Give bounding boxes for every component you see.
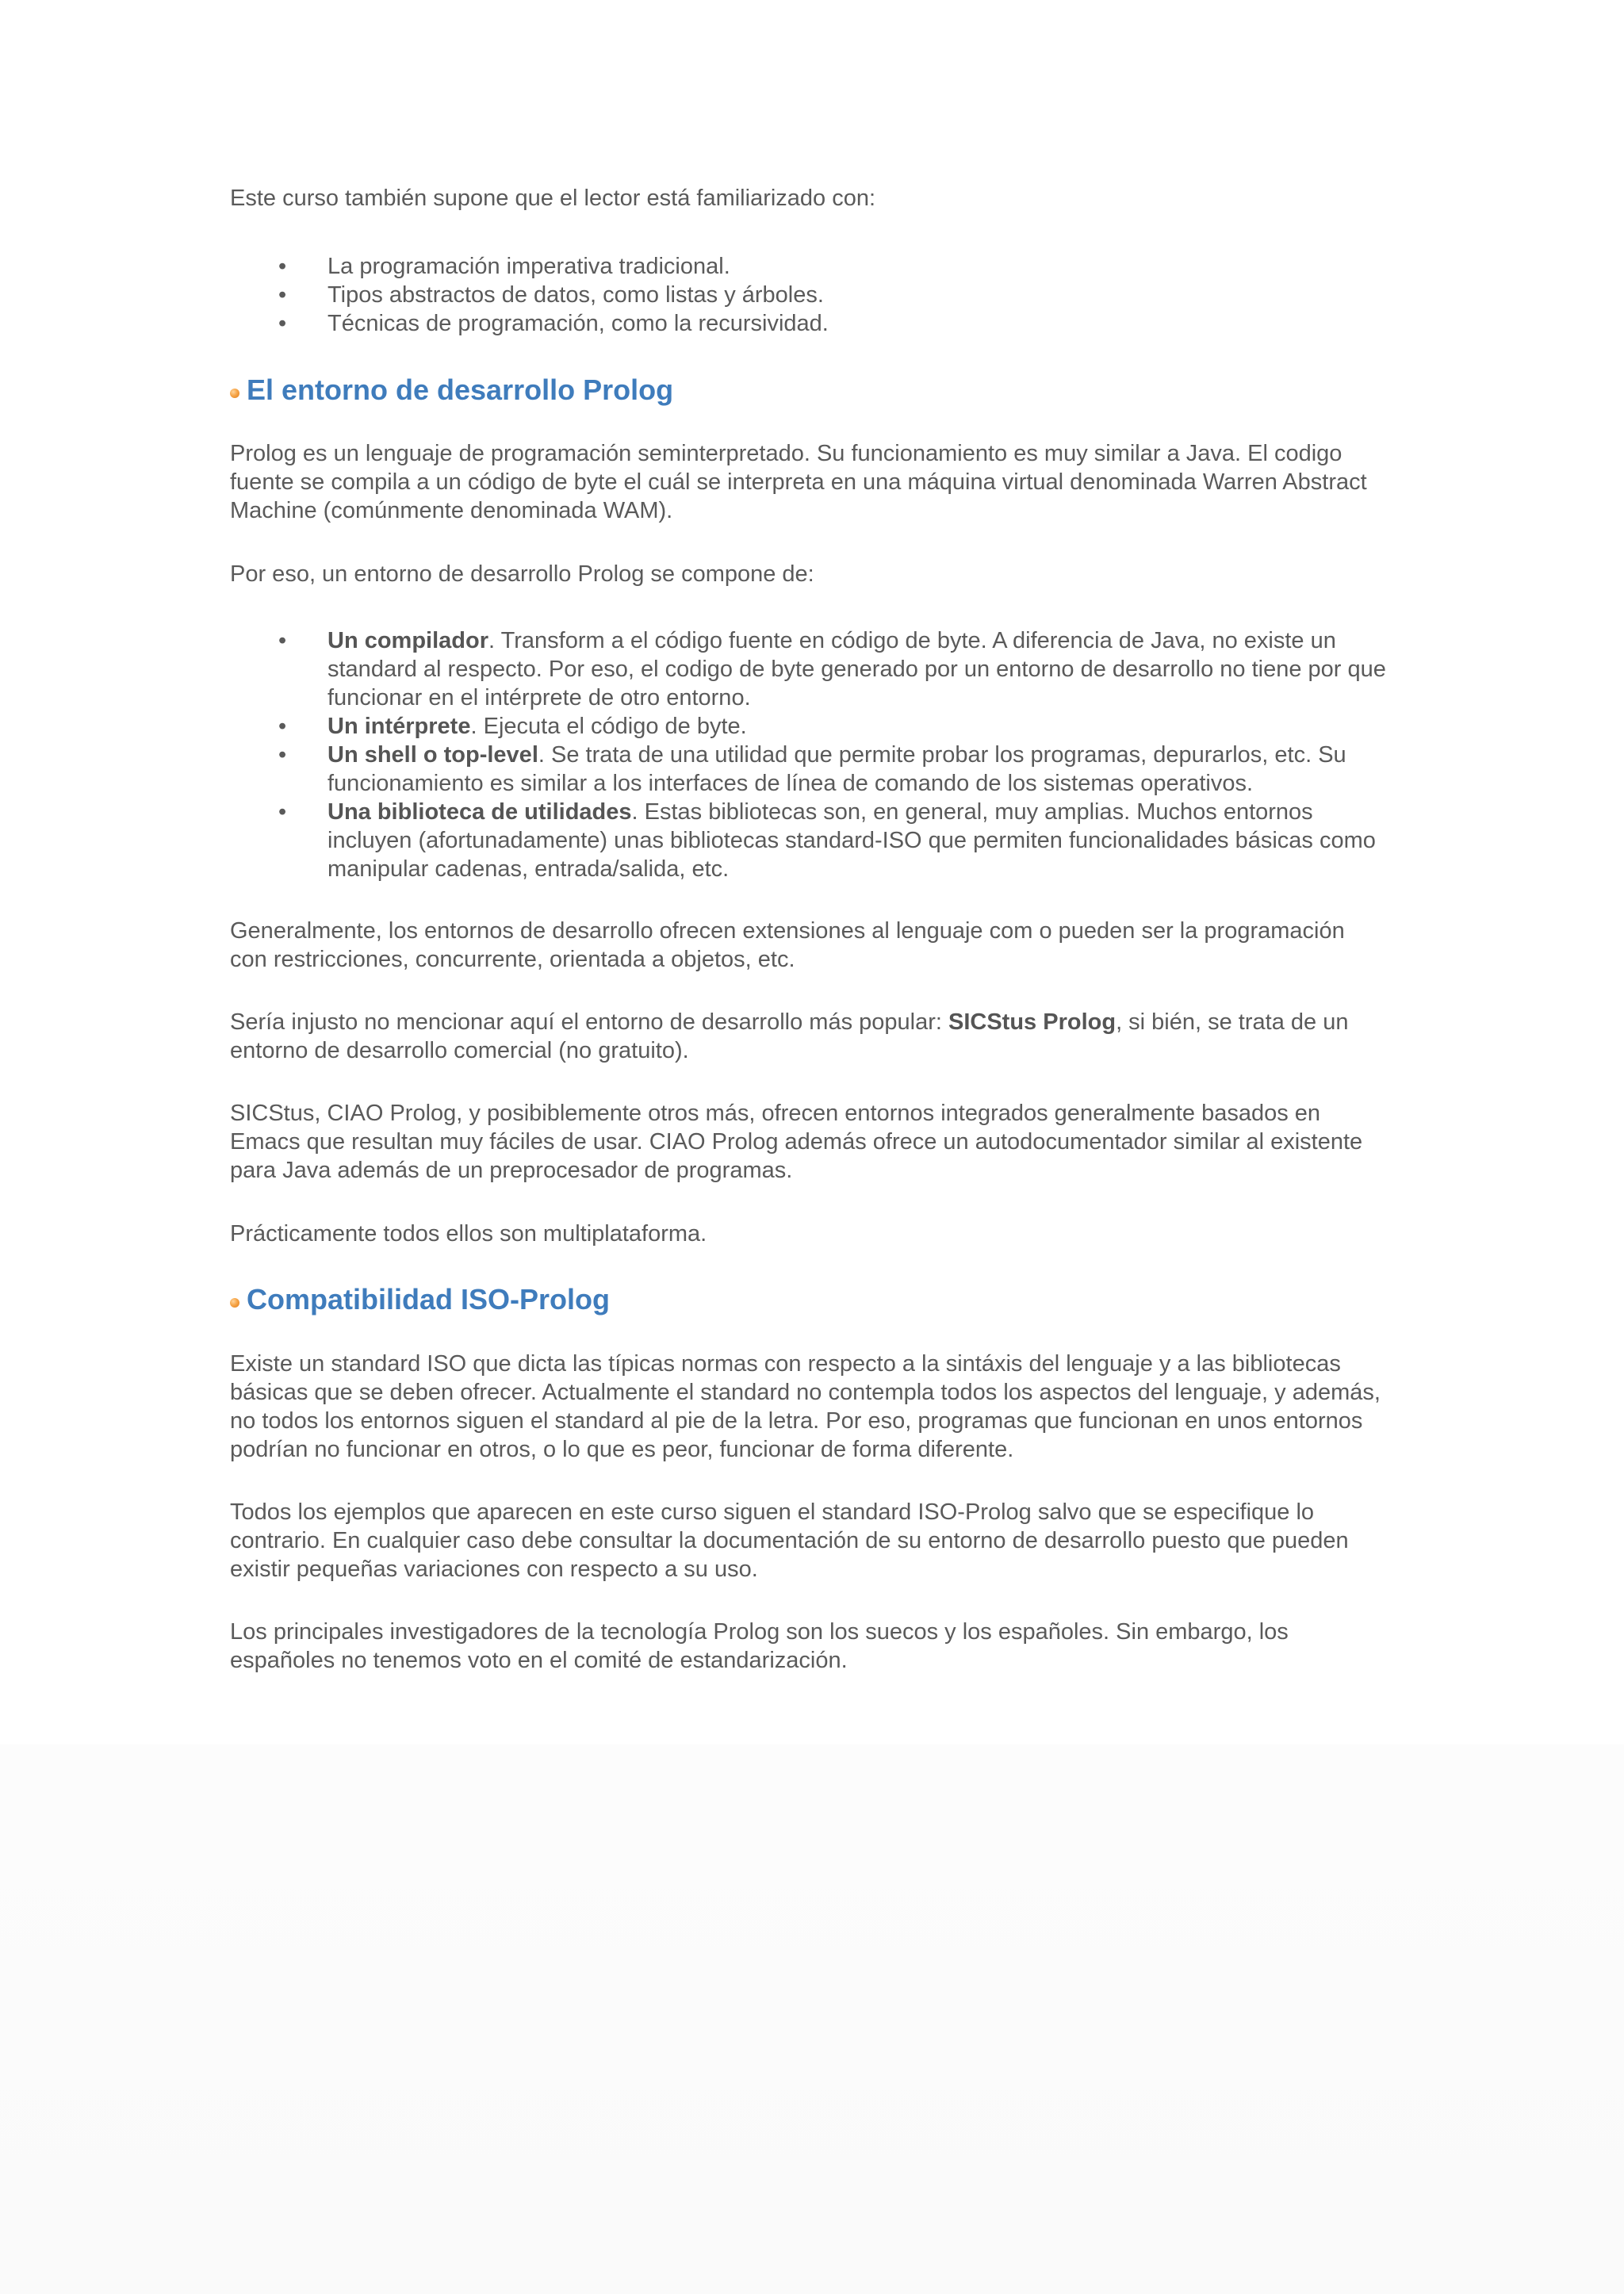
term-label: Un compilador (327, 628, 489, 653)
paragraph: Sería injusto no mencionar aquí el entorno de desarrollo más popular: SICStus Prolog, si bién, se trata de un entorno de desarrollo comercial (no gratuito). (230, 1009, 1349, 1063)
sicstus-bold: SICStus Prolog (948, 1009, 1116, 1035)
bullet-icon: • (278, 628, 287, 653)
list-item: • Un compilador. Transform a el código fuente en código de byte. A diferencia de Java, no existe un standard al respecto. Por eso, el codigo de byte generado por un entorno de desarrollo no tiene por que funcionar en el intérprete de otro entorno. (278, 628, 1386, 710)
bullet-icon: • (278, 311, 287, 336)
orange-bullet-icon (230, 1298, 239, 1308)
bullet-icon: • (278, 714, 287, 739)
term-label: Un shell o top-level (327, 742, 538, 768)
bullet-icon: • (278, 282, 287, 308)
document-body (230, 184, 1388, 1675)
term-label: Un intérprete (327, 714, 471, 739)
list-item: • La programación imperativa tradicional. (278, 254, 730, 279)
paragraph: Los principales investigadores de la tecnología Prolog son los suecos y los españoles. Sin embargo, los españoles no tenemos voto en el comité de estandarización. (230, 1619, 1289, 1673)
paragraph: Prolog es un lenguaje de programación seminterpretado. Su funcionamiento es muy similar a Java. El codigo fuente se compila a un código de byte el cuál se interpreta en una máquina virtual denominada Warren Abstract Machine (comúnmente denominada WAM). (230, 441, 1367, 523)
list-item: • Una biblioteca de utilidades. Estas bibliotecas son, en general, muy amplias. Muchos entornos incluyen (afortunadamente) unas bibliotecas standard-ISO que permiten funcionalidades básicas como manipular cadenas, entrada/salida, etc. (278, 799, 1376, 882)
prerequisites-list (230, 252, 1388, 338)
paragraph: SICStus, CIAO Prolog, y posibiblemente otros más, ofrecen entornos integrados generalmente basados en Emacs que resultan muy fáciles de usar. CIAO Prolog además ofrece un autodocumentador similar al existente para Java además de un preprocesador de programas. (230, 1101, 1363, 1183)
paragraph: Existe un standard ISO que dicta las típicas normas con respecto a la sintáxis del lenguaje y a las bibliotecas básicas que se deben ofrecer. Actualmente el standard no contempla todos los aspectos del lenguaje, y además, no todos los entornos siguen el standard al pie de la letra. Por eso, programas que funcionan en unos entornos podrían no funcionar en otros, o lo que es peor, funcionar de forma diferente. (230, 1351, 1381, 1462)
section-heading-entorno: El entorno de desarrollo Prolog (230, 373, 1388, 408)
section-heading-compatibilidad: Compatibilidad ISO-Prolog (230, 1282, 1388, 1317)
term-label: Una biblioteca de utilidades (327, 799, 632, 825)
list-item: • Técnicas de programación, como la recursividad. (278, 311, 829, 336)
bullet-icon: • (278, 742, 287, 768)
components-list (230, 626, 1388, 883)
paragraph: Generalmente, los entornos de desarrollo ofrecen extensiones al lenguaje com o pueden ser la programación con restricciones, concurrente, orientada a objetos, etc. (230, 918, 1345, 972)
list-item: • Un intérprete. Ejecuta el código de byte. (278, 714, 747, 739)
intro-paragraph: Este curso también supone que el lector está familiarizado con: (230, 186, 876, 211)
bullet-icon: • (278, 799, 287, 825)
list-item: • Un shell o top-level. Se trata de una utilidad que permite probar los programas, depurarlos, etc. Su funcionamiento es similar a los interfaces de línea de comando de los sistemas operativos. (278, 742, 1346, 796)
list-item: • Tipos abstractos de datos, como listas y árboles. (278, 282, 824, 308)
orange-bullet-icon (230, 389, 239, 398)
bullet-icon: • (278, 254, 287, 279)
paragraph: Todos los ejemplos que aparecen en este curso siguen el standard ISO-Prolog salvo que se especifique lo contrario. En cualquier caso debe consultar la documentación de su entorno de desarrollo puesto que pueden existir pequeñas variaciones con respecto a su uso. (230, 1499, 1349, 1582)
paragraph: Prácticamente todos ellos son multiplataforma. (230, 1221, 707, 1247)
paragraph: Por eso, un entorno de desarrollo Prolog se compone de: (230, 561, 814, 587)
